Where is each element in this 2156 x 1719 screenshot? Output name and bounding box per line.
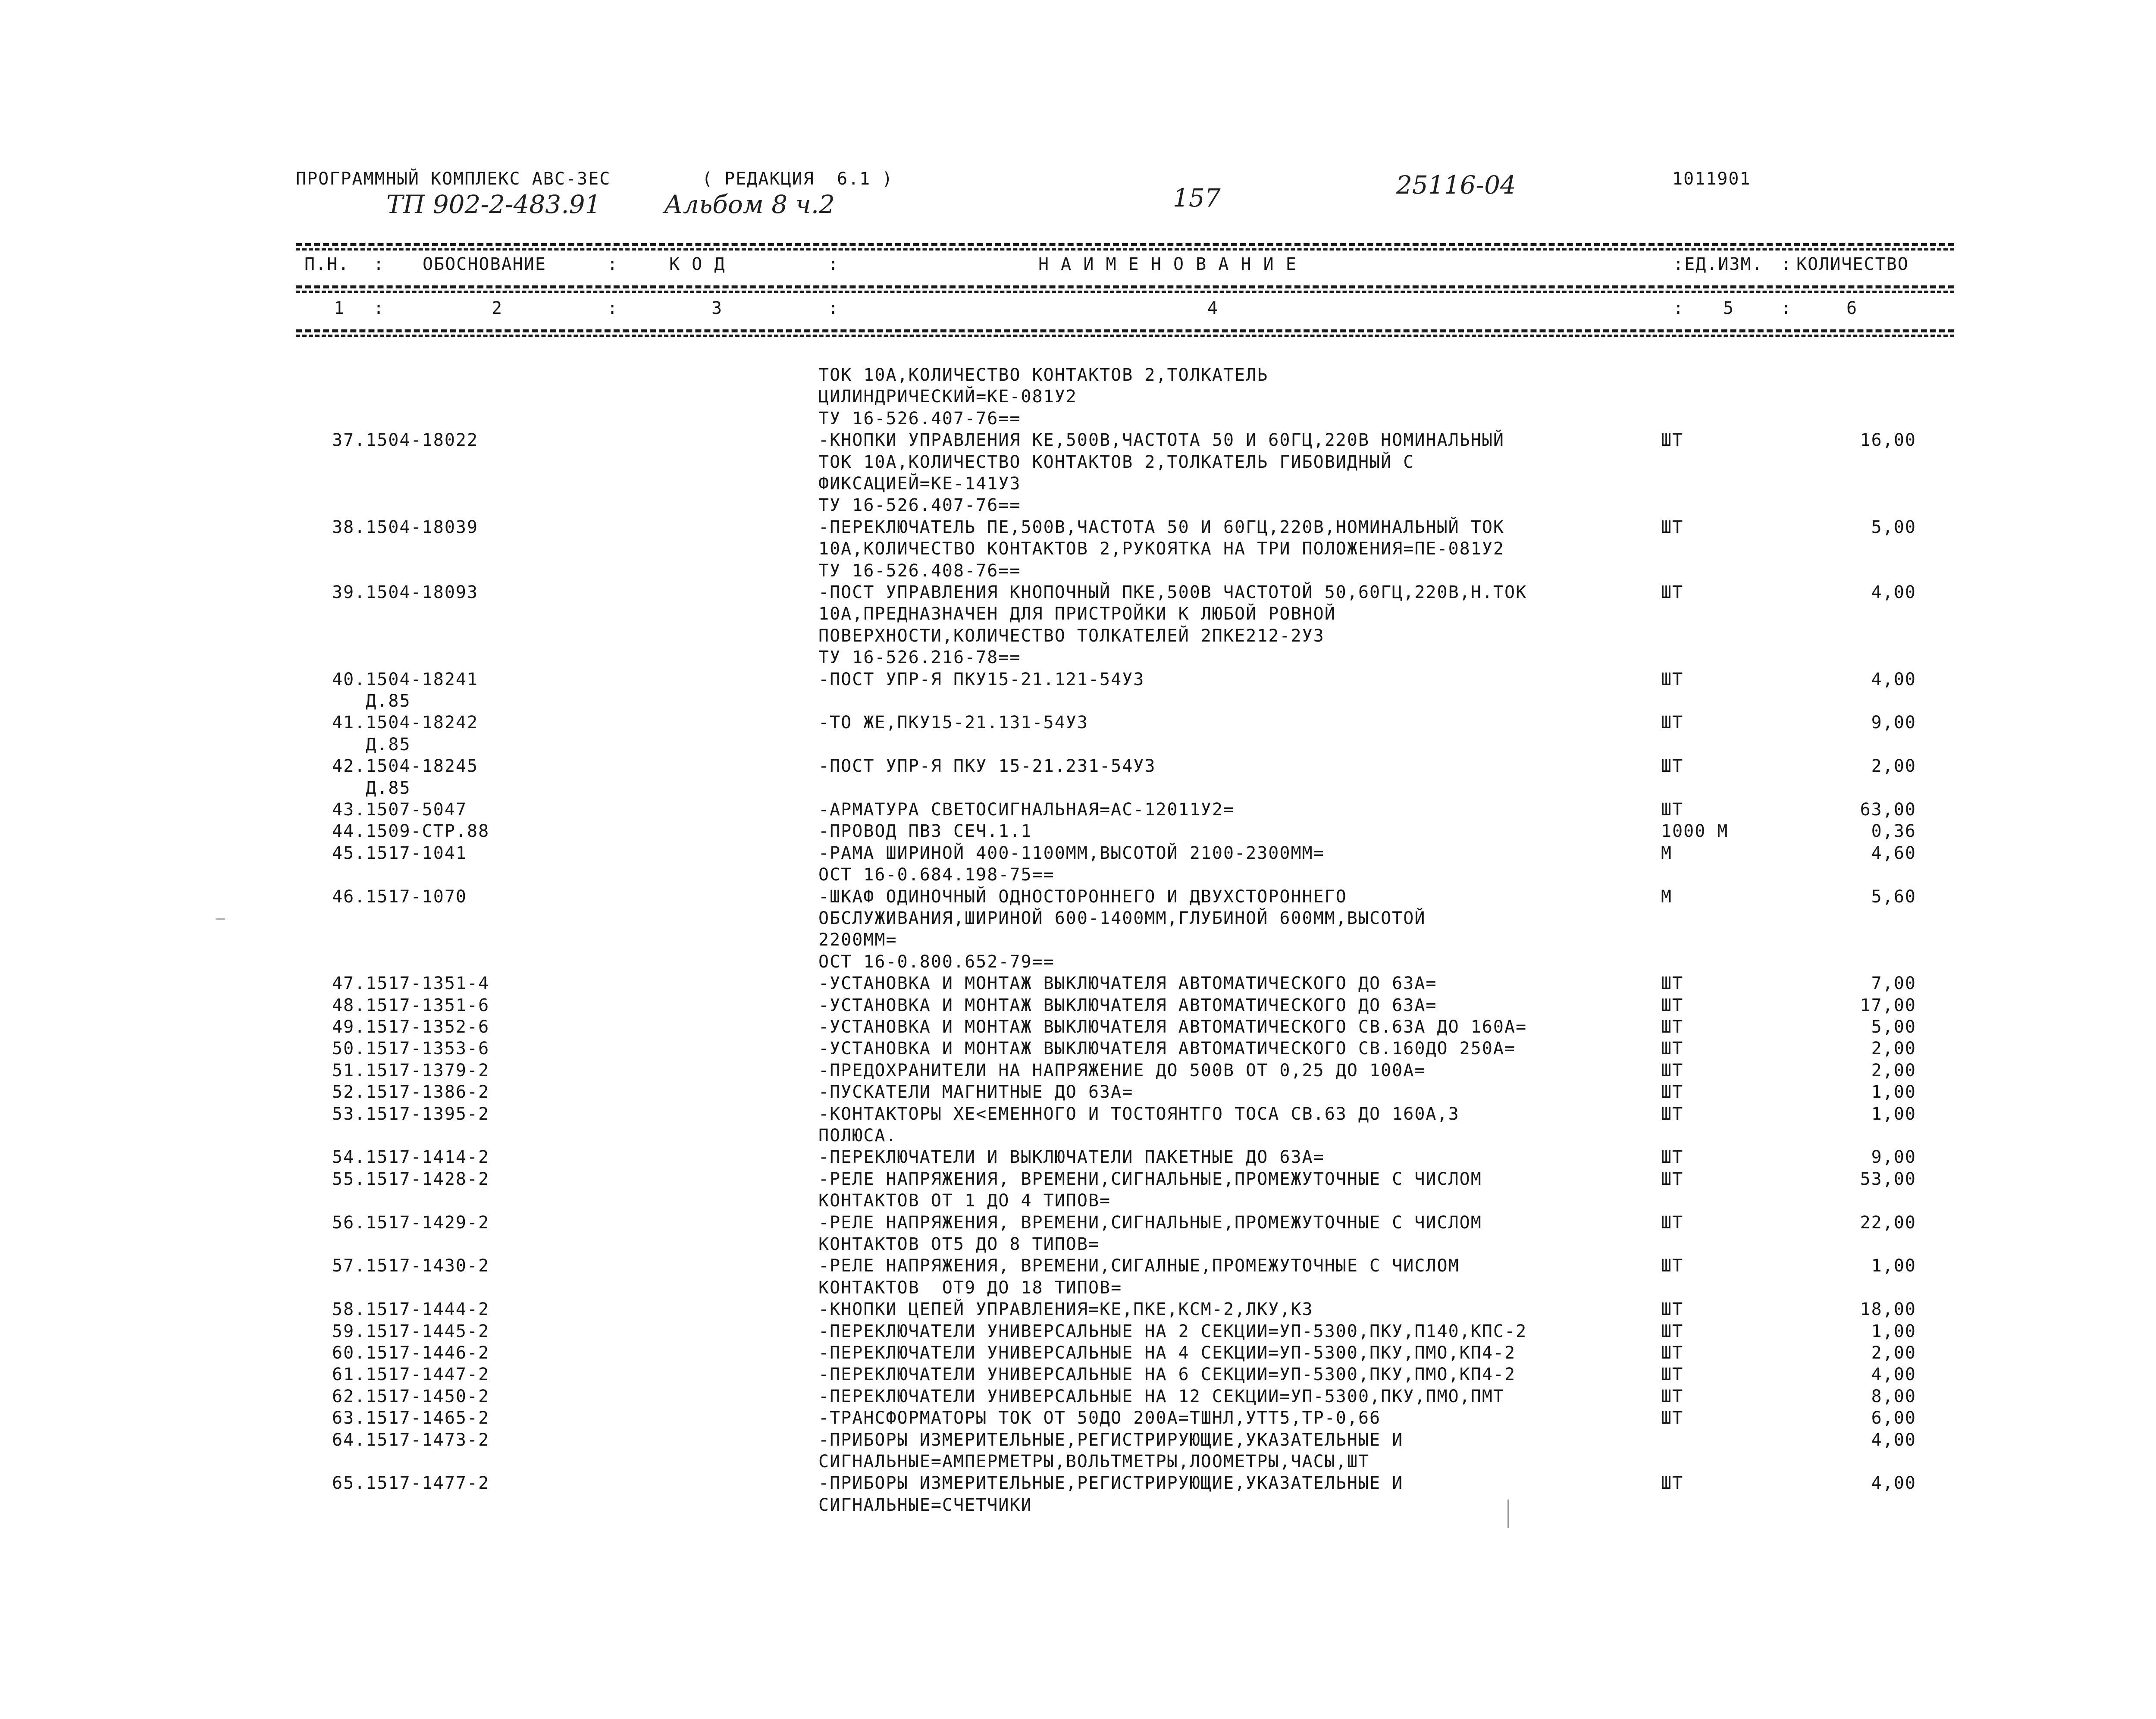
row-quantity: 4,00 bbox=[1871, 1473, 1916, 1494]
header-rule-bottom-2 bbox=[296, 335, 1954, 337]
table-row bbox=[0, 1190, 2156, 1212]
row-name: -ПРОВОД ПВ3 СЕЧ.1.1 bbox=[818, 821, 1032, 842]
table-row bbox=[0, 1016, 2156, 1038]
row-name: -ПЕРЕКЛЮЧАТЕЛИ УНИВЕРСАЛЬНЫЕ НА 2 СЕКЦИИ=УП-5300,ПКУ,П140,КПС-2 bbox=[818, 1321, 1527, 1341]
table-row bbox=[0, 1472, 2156, 1494]
row-quantity: 2,00 bbox=[1871, 1060, 1916, 1080]
table-row bbox=[0, 908, 2156, 929]
row-quantity: 4,00 bbox=[1871, 1430, 1916, 1450]
row-name: -ПРИБОРЫ ИЗМЕРИТЕЛЬНЫЕ,РЕГИСТРИРУЮЩИЕ,УКАЗАТЕЛЬНЫЕ И bbox=[818, 1430, 1404, 1450]
table-row bbox=[0, 603, 2156, 625]
row-unit: ШТ bbox=[1661, 756, 1684, 777]
row-name: -ПЕРЕКЛЮЧАТЕЛИ УНИВЕРСАЛЬНЫЕ НА 12 СЕКЦИИ=УП-5300,ПКУ,ПМО,ПМТ bbox=[818, 1386, 1505, 1406]
row-quantity: 8,00 bbox=[1871, 1386, 1916, 1406]
row-unit: ШТ bbox=[1661, 1017, 1684, 1037]
table-row bbox=[0, 1386, 2156, 1407]
row-name: -ПОСТ УПР-Я ПКУ 15-21.231-54У3 bbox=[818, 756, 1156, 777]
col-header-name: Н А И М Е Н О В А Н И Е bbox=[1038, 254, 1297, 274]
row-name: -УСТАНОВКА И МОНТАЖ ВЫКЛЮЧАТЕЛЯ АВТОМАТИЧЕСКОГО ДО 63А= bbox=[818, 995, 1437, 1015]
table-row bbox=[0, 1234, 2156, 1255]
table-row bbox=[0, 820, 2156, 842]
pencil-mark bbox=[1507, 1500, 1509, 1528]
row-quantity: 4,60 bbox=[1871, 843, 1916, 863]
col-header-qty: КОЛИЧЕСТВО bbox=[1796, 254, 1909, 274]
row-name: -ПЕРЕКЛЮЧАТЕЛИ И ВЫКЛЮЧАТЕЛИ ПАКЕТНЫЕ ДО 63А= bbox=[818, 1147, 1325, 1168]
row-name: СИГНАЛЬНЫЕ=АМПЕРМЕТРЫ,ВОЛЬТМЕТРЫ,ЛООМЕТРЫ,ЧАСЫ,ШТ bbox=[818, 1452, 1370, 1472]
table-row bbox=[0, 647, 2156, 668]
col-number-2: 2 bbox=[492, 298, 503, 318]
row-number: 39.1504-18093 bbox=[332, 582, 479, 602]
row-name: -ПЕРЕКЛЮЧАТЕЛИ УНИВЕРСАЛЬНЫЕ НА 4 СЕКЦИИ=УП-5300,ПКУ,ПМО,КП4-2 bbox=[818, 1343, 1516, 1363]
table-row bbox=[0, 864, 2156, 886]
row-number: 37.1504-18022 bbox=[332, 430, 479, 451]
row-number: 51.1517-1379-2 bbox=[332, 1060, 490, 1080]
row-number: 46.1517-1070 bbox=[332, 886, 467, 907]
row-name: ТУ 16-526.216-78== bbox=[818, 648, 1021, 668]
row-quantity: 9,00 bbox=[1871, 713, 1916, 733]
row-number: 52.1517-1386-2 bbox=[332, 1082, 490, 1102]
row-quantity: 17,00 bbox=[1860, 995, 1916, 1015]
row-quantity: 0,36 bbox=[1871, 821, 1916, 842]
row-name: КОНТАКТОВ ОТ9 ДО 18 ТИПОВ= bbox=[818, 1278, 1122, 1298]
row-number: 65.1517-1477-2 bbox=[332, 1473, 490, 1494]
edition-label: ( РЕДАКЦИЯ 6.1 ) bbox=[702, 169, 893, 189]
row-quantity: 5,00 bbox=[1871, 517, 1916, 537]
handwritten-doc-number: 25116-04 bbox=[1396, 170, 1516, 200]
table-row bbox=[0, 734, 2156, 755]
row-unit: ШТ bbox=[1661, 1212, 1684, 1233]
header-rule-mid bbox=[296, 285, 1954, 288]
col-number-4: 4 bbox=[1207, 298, 1219, 318]
col-header-pn: П.Н. bbox=[304, 254, 350, 274]
table-row bbox=[0, 929, 2156, 951]
col-number-6: 6 bbox=[1846, 298, 1858, 318]
table-row bbox=[0, 712, 2156, 733]
row-name: -ТО ЖЕ,ПКУ15-21.131-54У3 bbox=[818, 713, 1088, 733]
table-row bbox=[0, 1103, 2156, 1125]
row-name: ТУ 16-526.407-76== bbox=[818, 495, 1021, 516]
row-name: -ПЕРЕКЛЮЧАТЕЛЬ ПЕ,500В,ЧАСТОТА 50 И 60ГЦ,220В,НОМИНАЛЬНЫЙ ТОК bbox=[818, 517, 1505, 537]
row-number: 61.1517-1447-2 bbox=[332, 1365, 490, 1385]
row-quantity: 9,00 bbox=[1871, 1147, 1916, 1168]
table-row bbox=[0, 690, 2156, 712]
row-unit: М bbox=[1661, 843, 1673, 863]
col-sep: : bbox=[1673, 298, 1685, 318]
row-unit: ШТ bbox=[1661, 995, 1684, 1015]
row-unit: ШТ bbox=[1661, 974, 1684, 994]
row-quantity: 5,60 bbox=[1871, 886, 1916, 907]
table-row bbox=[0, 1146, 2156, 1168]
table-row bbox=[0, 1342, 2156, 1364]
row-number: 53.1517-1395-2 bbox=[332, 1104, 490, 1124]
row-name: -ПУСКАТЕЛИ МАГНИТНЫЕ ДО 63А= bbox=[818, 1082, 1134, 1102]
table-row bbox=[0, 538, 2156, 560]
row-unit: ШТ bbox=[1661, 1408, 1684, 1428]
row-quantity: 1,00 bbox=[1871, 1321, 1916, 1341]
table-row bbox=[0, 1321, 2156, 1342]
row-name: КОНТАКТОВ ОТ5 ДО 8 ТИПОВ= bbox=[818, 1234, 1100, 1254]
row-unit: М bbox=[1661, 886, 1673, 907]
row-unit: ШТ bbox=[1661, 1386, 1684, 1406]
col-header-code: К О Д bbox=[669, 254, 726, 274]
row-unit: ШТ bbox=[1661, 517, 1684, 537]
row-number: Д.85 bbox=[332, 691, 411, 711]
table-row bbox=[0, 473, 2156, 495]
row-number: 42.1504-18245 bbox=[332, 756, 479, 777]
table-row bbox=[0, 1277, 2156, 1299]
col-number-3: 3 bbox=[711, 298, 723, 318]
table-row bbox=[0, 995, 2156, 1016]
table-row bbox=[0, 451, 2156, 473]
col-sep: : bbox=[373, 254, 385, 274]
row-number: 62.1517-1450-2 bbox=[332, 1386, 490, 1406]
row-unit: ШТ bbox=[1661, 1104, 1684, 1124]
row-unit: 1000 М bbox=[1661, 821, 1729, 842]
row-name: -ПРЕДОХРАНИТЕЛИ НА НАПРЯЖЕНИЕ ДО 500В ОТ 0,25 ДО 100А= bbox=[818, 1060, 1426, 1080]
row-number: 49.1517-1352-6 bbox=[332, 1017, 490, 1037]
header-rule-top-2 bbox=[296, 248, 1954, 250]
row-number: 54.1517-1414-2 bbox=[332, 1147, 490, 1168]
row-name: ОСТ 16-0.684.198-75== bbox=[818, 865, 1055, 885]
row-name: КОНТАКТОВ ОТ 1 ДО 4 ТИПОВ= bbox=[818, 1191, 1111, 1211]
row-number: 38.1504-18039 bbox=[332, 517, 479, 537]
row-number: Д.85 bbox=[332, 778, 411, 798]
row-quantity: 16,00 bbox=[1860, 430, 1916, 451]
row-name: -ШКАФ ОДИНОЧНЫЙ ОДНОСТОРОННЕГО И ДВУХСТОРОННЕГО bbox=[818, 886, 1347, 907]
row-number: 56.1517-1429-2 bbox=[332, 1212, 490, 1233]
row-name: -АРМАТУРА СВЕТОСИГНАЛЬНАЯ=АС-12011У2= bbox=[818, 800, 1235, 820]
handwritten-page-number: 157 bbox=[1173, 183, 1221, 213]
table-row bbox=[0, 1255, 2156, 1277]
row-name: -РЕЛЕ НАПРЯЖЕНИЯ, ВРЕМЕНИ,СИГНАЛЬНЫЕ,ПРОМЕЖУТОЧНЫЕ С ЧИСЛОМ bbox=[818, 1212, 1482, 1233]
row-quantity: 7,00 bbox=[1871, 974, 1916, 994]
table-row bbox=[0, 886, 2156, 908]
row-unit: ШТ bbox=[1661, 800, 1684, 820]
row-number: 43.1507-5047 bbox=[332, 800, 467, 820]
col-number-5: 5 bbox=[1723, 298, 1735, 318]
row-number: 47.1517-1351-4 bbox=[332, 974, 490, 994]
col-header-unit: :ЕД.ИЗМ. bbox=[1673, 254, 1763, 274]
header-rule-top bbox=[296, 243, 1954, 246]
row-name: ОБСЛУЖИВАНИЯ,ШИРИНОЙ 600-1400ММ,ГЛУБИНОЙ 600ММ,ВЫСОТОЙ bbox=[818, 908, 1426, 928]
row-quantity: 2,00 bbox=[1871, 1343, 1916, 1363]
row-name: -ПЕРЕКЛЮЧАТЕЛИ УНИВЕРСАЛЬНЫЕ НА 6 СЕКЦИИ=УП-5300,ПКУ,ПМО,КП4-2 bbox=[818, 1365, 1516, 1385]
row-name: ОСТ 16-0.800.652-79== bbox=[818, 952, 1055, 972]
row-number: 64.1517-1473-2 bbox=[332, 1430, 490, 1450]
col-header-basis: ОБОСНОВАНИЕ bbox=[423, 254, 546, 274]
row-quantity: 1,00 bbox=[1871, 1082, 1916, 1102]
table-row bbox=[0, 1038, 2156, 1059]
row-number: 59.1517-1445-2 bbox=[332, 1321, 490, 1341]
row-name: 10А,КОЛИЧЕСТВО КОНТАКТОВ 2,РУКОЯТКА НА ТРИ ПОЛОЖЕНИЯ=ПЕ-081У2 bbox=[818, 539, 1505, 559]
table-row bbox=[0, 1060, 2156, 1081]
row-unit: ШТ bbox=[1661, 1082, 1684, 1102]
row-unit: ШТ bbox=[1661, 1039, 1684, 1059]
handwritten-project: ТП 902-2-483.91 bbox=[386, 190, 601, 219]
row-name: 10А,ПРЕДНАЗНАЧЕН ДЛЯ ПРИСТРОЙКИ К ЛЮБОЙ РОВНОЙ bbox=[818, 604, 1336, 624]
row-name: 2200ММ= bbox=[818, 930, 897, 950]
handwritten-album: Альбом 8 ч.2 bbox=[664, 190, 835, 219]
row-number: 44.1509-СТР.88 bbox=[332, 821, 490, 842]
table-row bbox=[0, 1212, 2156, 1234]
row-name: -КОНТАКТОРЫ ХЕ<ЕМЕННОГО И ТОСТОЯНТГО ТОСА СВ.63 ДО 160А,3 bbox=[818, 1104, 1460, 1124]
program-title: ПРОГРАММНЫЙ КОМПЛЕКС АВС-3ЕС bbox=[296, 169, 611, 189]
table-row bbox=[0, 560, 2156, 582]
row-quantity: 5,00 bbox=[1871, 1017, 1916, 1037]
table-row bbox=[0, 1494, 2156, 1516]
table-row bbox=[0, 582, 2156, 603]
row-number: Д.85 bbox=[332, 734, 411, 755]
row-name: -ТРАНСФОРМАТОРЫ ТОК ОТ 50ДО 200А=ТШНЛ,УТТ5,ТР-0,66 bbox=[818, 1408, 1381, 1428]
doc-code: 1011901 bbox=[1672, 169, 1751, 189]
row-unit: ШТ bbox=[1661, 669, 1684, 689]
table-row bbox=[0, 495, 2156, 516]
row-unit: ШТ bbox=[1661, 1473, 1684, 1494]
row-unit: ШТ bbox=[1661, 713, 1684, 733]
row-name: -ПОСТ УПРАВЛЕНИЯ КНОПОЧНЫЙ ПКЕ,500В ЧАСТОТОЙ 50,60ГЦ,220В,Н.ТОК bbox=[818, 582, 1527, 602]
row-unit: ШТ bbox=[1661, 1256, 1684, 1276]
table-row bbox=[0, 973, 2156, 994]
row-quantity: 53,00 bbox=[1860, 1169, 1916, 1189]
col-number-1: 1 bbox=[334, 298, 345, 318]
row-quantity: 63,00 bbox=[1860, 800, 1916, 820]
row-quantity: 2,00 bbox=[1871, 756, 1916, 777]
row-number: 41.1504-18242 bbox=[332, 713, 479, 733]
col-sep: : bbox=[828, 254, 840, 274]
row-name: ПОЛЮСА. bbox=[818, 1126, 897, 1146]
table-row bbox=[0, 1364, 2156, 1385]
row-name: -ПОСТ УПР-Я ПКУ15-21.121-54У3 bbox=[818, 669, 1145, 689]
row-unit: ШТ bbox=[1661, 1365, 1684, 1385]
table-row bbox=[0, 951, 2156, 973]
table-row bbox=[0, 1429, 2156, 1451]
row-number: 58.1517-1444-2 bbox=[332, 1299, 490, 1320]
table-row bbox=[0, 1125, 2156, 1146]
row-number: 50.1517-1353-6 bbox=[332, 1039, 490, 1059]
row-name: -КНОПКИ УПРАВЛЕНИЯ КЕ,500В,ЧАСТОТА 50 И 60ГЦ,220В НОМИНАЛЬНЫЙ bbox=[818, 430, 1505, 451]
col-sep: : bbox=[373, 298, 385, 318]
row-name: -УСТАНОВКА И МОНТАЖ ВЫКЛЮЧАТЕЛЯ АВТОМАТИЧЕСКОГО ДО 63А= bbox=[818, 974, 1437, 994]
row-name: -РЕЛЕ НАПРЯЖЕНИЯ, ВРЕМЕНИ,СИГАЛНЫЕ,ПРОМЕЖУТОЧНЫЕ С ЧИСЛОМ bbox=[818, 1256, 1460, 1276]
table-row bbox=[0, 842, 2156, 864]
row-number: 48.1517-1351-6 bbox=[332, 995, 490, 1015]
col-sep: : bbox=[828, 298, 840, 318]
row-quantity: 2,00 bbox=[1871, 1039, 1916, 1059]
row-name: -КНОПКИ ЦЕПЕЙ УПРАВЛЕНИЯ=КЕ,ПКЕ,КСМ-2,ЛКУ,К3 bbox=[818, 1299, 1313, 1320]
header-rule-mid-2 bbox=[296, 291, 1954, 293]
row-number: 60.1517-1446-2 bbox=[332, 1343, 490, 1363]
row-unit: ШТ bbox=[1661, 1299, 1684, 1320]
table-row bbox=[0, 364, 2156, 386]
table-row bbox=[0, 799, 2156, 820]
row-name: ТУ 16-526.407-76== bbox=[818, 408, 1021, 429]
row-name: ЦИЛИНДРИЧЕСКИЙ=КЕ-081У2 bbox=[818, 387, 1077, 407]
row-unit: ШТ bbox=[1661, 1060, 1684, 1080]
scan-speck bbox=[216, 918, 225, 920]
table-row bbox=[0, 408, 2156, 429]
row-unit: ШТ bbox=[1661, 582, 1684, 602]
row-name: -РАМА ШИРИНОЙ 400-1100ММ,ВЫСОТОЙ 2100-2300ММ= bbox=[818, 843, 1325, 863]
col-sep: : bbox=[1781, 254, 1792, 274]
row-quantity: 1,00 bbox=[1871, 1256, 1916, 1276]
row-quantity: 18,00 bbox=[1860, 1299, 1916, 1320]
row-number: 55.1517-1428-2 bbox=[332, 1169, 490, 1189]
row-name: -ПРИБОРЫ ИЗМЕРИТЕЛЬНЫЕ,РЕГИСТРИРУЮЩИЕ,УКАЗАТЕЛЬНЫЕ И bbox=[818, 1473, 1404, 1494]
row-name: ТУ 16-526.408-76== bbox=[818, 560, 1021, 581]
row-name: ПОВЕРХНОСТИ,КОЛИЧЕСТВО ТОЛКАТЕЛЕЙ 2ПКЕ212-2У3 bbox=[818, 626, 1325, 646]
table-row bbox=[0, 517, 2156, 538]
header-rule-bottom bbox=[296, 329, 1954, 332]
row-number: 40.1504-18241 bbox=[332, 669, 479, 689]
row-name: ТОК 10А,КОЛИЧЕСТВО КОНТАКТОВ 2,ТОЛКАТЕЛЬ ГИБОВИДНЫЙ С bbox=[818, 452, 1415, 472]
row-name: -УСТАНОВКА И МОНТАЖ ВЫКЛЮЧАТЕЛЯ АВТОМАТИЧЕСКОГО СВ.63А ДО 160А= bbox=[818, 1017, 1527, 1037]
row-name: СИГНАЛЬНЫЕ=СЧЕТЧИКИ bbox=[818, 1495, 1032, 1515]
row-name: -УСТАНОВКА И МОНТАЖ ВЫКЛЮЧАТЕЛЯ АВТОМАТИЧЕСКОГО СВ.160ДО 250А= bbox=[818, 1039, 1516, 1059]
row-number: 45.1517-1041 bbox=[332, 843, 467, 863]
row-unit: ШТ bbox=[1661, 1169, 1684, 1189]
table-row bbox=[0, 669, 2156, 690]
row-unit: ШТ bbox=[1661, 430, 1684, 451]
table-row bbox=[0, 1081, 2156, 1103]
table-row bbox=[0, 1451, 2156, 1472]
row-name: ФИКСАЦИЕЙ=КЕ-141У3 bbox=[818, 474, 1021, 494]
row-unit: ШТ bbox=[1661, 1147, 1684, 1168]
row-unit: ШТ bbox=[1661, 1343, 1684, 1363]
row-quantity: 4,00 bbox=[1871, 669, 1916, 689]
table-row bbox=[0, 1407, 2156, 1429]
table-row bbox=[0, 777, 2156, 799]
table-row bbox=[0, 625, 2156, 647]
table-row bbox=[0, 1168, 2156, 1190]
table-row bbox=[0, 429, 2156, 451]
col-sep: : bbox=[607, 254, 619, 274]
row-quantity: 1,00 bbox=[1871, 1104, 1916, 1124]
row-quantity: 6,00 bbox=[1871, 1408, 1916, 1428]
row-number: 63.1517-1465-2 bbox=[332, 1408, 490, 1428]
row-number: 57.1517-1430-2 bbox=[332, 1256, 490, 1276]
table-row bbox=[0, 386, 2156, 407]
table-row bbox=[0, 755, 2156, 777]
row-name: ТОК 10А,КОЛИЧЕСТВО КОНТАКТОВ 2,ТОЛКАТЕЛЬ bbox=[818, 365, 1269, 385]
table-row bbox=[0, 1299, 2156, 1320]
row-quantity: 4,00 bbox=[1871, 582, 1916, 602]
row-unit: ШТ bbox=[1661, 1321, 1684, 1341]
row-quantity: 4,00 bbox=[1871, 1365, 1916, 1385]
row-name: -РЕЛЕ НАПРЯЖЕНИЯ, ВРЕМЕНИ,СИГНАЛЬНЫЕ,ПРОМЕЖУТОЧНЫЕ С ЧИСЛОМ bbox=[818, 1169, 1482, 1189]
col-sep: : bbox=[1781, 298, 1792, 318]
row-quantity: 22,00 bbox=[1860, 1212, 1916, 1233]
col-sep: : bbox=[607, 298, 619, 318]
